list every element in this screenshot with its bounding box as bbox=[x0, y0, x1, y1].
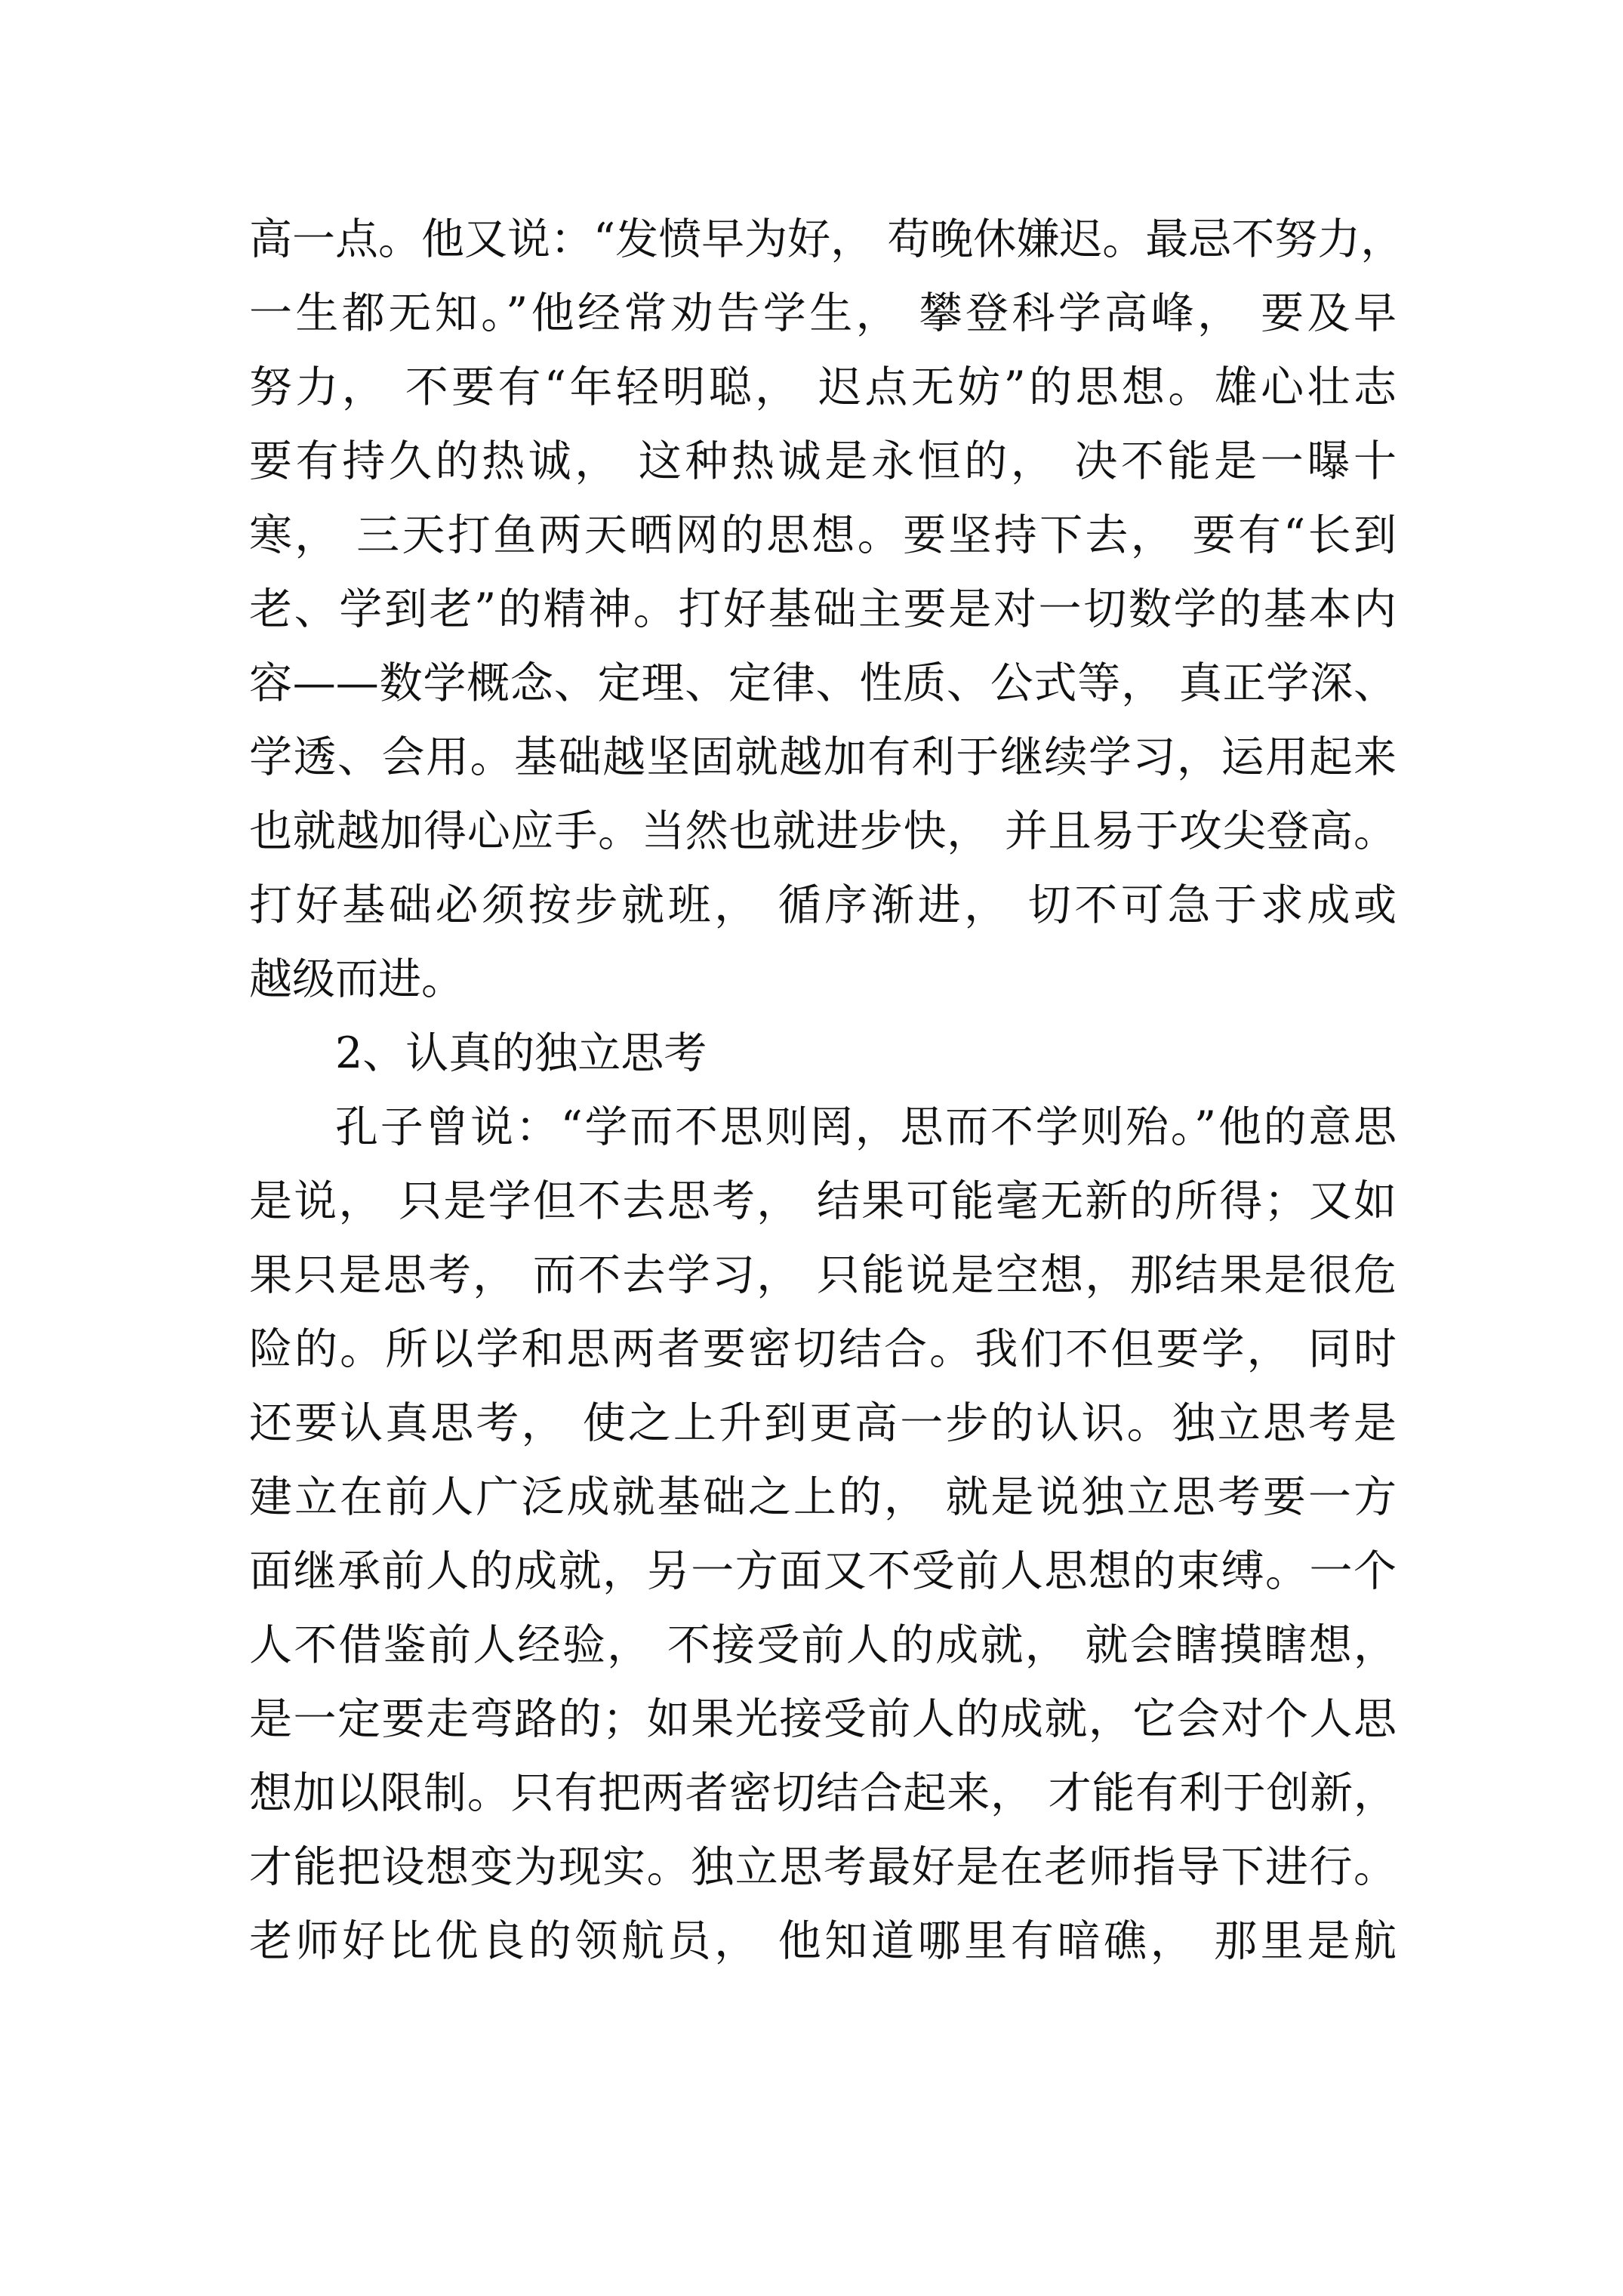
text-line: 老、学到老”的精神。打好基础主要是对一切数学的基本内 bbox=[249, 584, 1397, 634]
text-line: 要有持久的热诚， 这种热诚是永恒的， 决不能是一曝十 bbox=[249, 436, 1397, 486]
text-line: 孔子曾说：“学而不思则罔，思而不学则殆。”他的意思 bbox=[335, 1102, 1397, 1152]
text-line: 老师好比优良的领航员， 他知道哪里有暗礁， 那里是航 bbox=[249, 1916, 1397, 1966]
text-line: 是一定要走弯路的；如果光接受前人的成就，它会对个人思 bbox=[249, 1694, 1397, 1744]
text-line: 努力， 不要有“年轻明聪， 迟点无妨”的思想。雄心壮志 bbox=[249, 362, 1397, 412]
text-line: 才能把设想变为现实。独立思考最好是在老师指导下进行。 bbox=[249, 1842, 1397, 1892]
text-line: 还要认真思考， 使之上升到更高一步的认识。独立思考是 bbox=[249, 1398, 1397, 1448]
text-line: 建立在前人广泛成就基础之上的， 就是说独立思考要一方 bbox=[249, 1472, 1397, 1522]
text-line: 想加以限制。只有把两者密切结合起来， 才能有利于创新， bbox=[249, 1768, 1397, 1818]
text-line: 学透、会用。基础越坚固就越加有利于继续学习，运用起来 bbox=[249, 732, 1397, 782]
text-line: 越级而进。 bbox=[249, 954, 464, 1004]
text-line: 容——数学概念、定理、定律、性质、公式等， 真正学深、 bbox=[249, 658, 1397, 708]
text-line: 一生都无知。”他经常劝告学生， 攀登科学高峰， 要及早 bbox=[249, 288, 1397, 338]
text-line: 高一点。他又说：“发愤早为好， 苟晚休嫌迟。最忌不努力， bbox=[249, 214, 1404, 264]
text-line: 果只是思考， 而不去学习， 只能说是空想，那结果是很危 bbox=[249, 1250, 1397, 1300]
section-heading: 2、认真的独立思考 bbox=[335, 1028, 707, 1078]
text-line: 面继承前人的成就，另一方面又不受前人思想的束缚。一个 bbox=[249, 1546, 1397, 1596]
text-line: 是说， 只是学但不去思考， 结果可能毫无新的所得；又如 bbox=[249, 1176, 1397, 1226]
text-line: 也就越加得心应手。当然也就进步快， 并且易于攻尖登高。 bbox=[249, 806, 1397, 856]
text-line: 打好基础必须按步就班， 循序渐进， 切不可急于求成或 bbox=[249, 880, 1397, 930]
text-line: 险的。所以学和思两者要密切结合。我们不但要学， 同时 bbox=[249, 1324, 1397, 1374]
text-line: 人不借鉴前人经验， 不接受前人的成就， 就会瞎摸瞎想， bbox=[249, 1620, 1397, 1670]
body-text bbox=[249, 202, 1404, 1978]
text-line: 寒， 三天打鱼两天晒网的思想。要坚持下去， 要有“长到 bbox=[249, 510, 1397, 560]
